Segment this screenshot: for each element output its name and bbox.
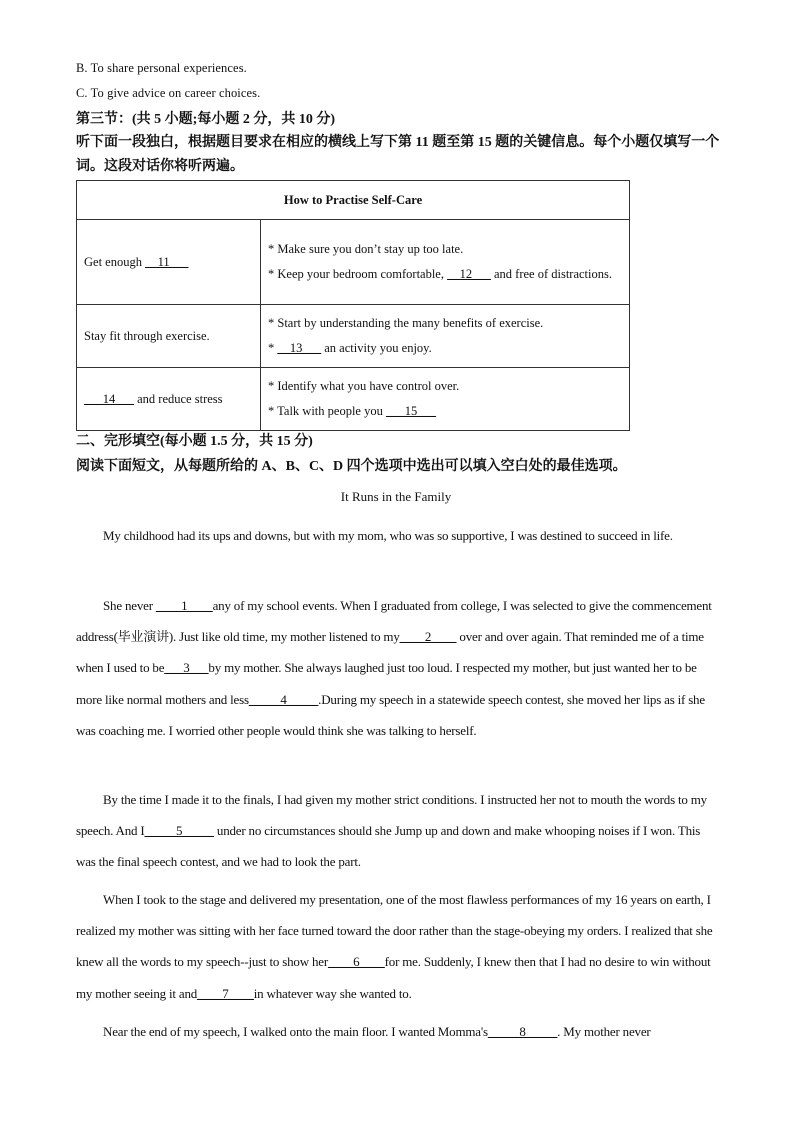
line-text: * Make sure you don’t stay up too late. [268,242,464,256]
blank-15[interactable]: ___15___ [385,404,436,418]
cloze-blank[interactable]: ____1____ [155,598,213,613]
part2-heading: 二、完形填空(每小题 1.5 分，共 15 分) [76,434,313,449]
paragraph-text: .During my speech in a statewide speech contest, she moved her lips as if she was coaching me. I worried other people would think she was talking to herself. [76,691,705,738]
row-3-left [77,368,261,431]
cloze-blank[interactable]: _____4_____ [248,691,319,707]
row-1-right [261,220,630,305]
paragraph-text: Near the end of my speech, I walked onto the main floor. I wanted Momma's [103,1024,488,1039]
paragraph-text: She never [103,598,156,613]
paragraph-text: . My mother never [557,1024,651,1039]
paragraph-text: for me. Suddenly, I knew then that I had no desire to win without my mother seeing it and [76,954,711,1001]
paragraph-text: My childhood had its ups and downs, but with my mom, who was so supportive, I was destined to succeed in life. [103,528,673,543]
paragraph-4 [76,884,718,1009]
paragraph-text: over and over again. That reminded me of a time when I used to be [76,629,704,676]
paragraph-text: by my mother. She always laughed just too loud. I respected my mother, but just wanted her to be more like normal mothers and less [76,660,697,707]
cloze-blank[interactable]: _____8_____ [487,1024,558,1039]
row-3-line-2 [268,399,622,424]
cloze-blank[interactable]: ____6____ [327,954,385,970]
paragraph-text: any of my school events. When I graduated from college, I was selected to give the commencement address(毕业演讲). Just like old time, my mother listened to my [76,598,712,645]
line-text: an activity you enjoy. [321,341,432,355]
line-text: * Start by understanding the many benefits of exercise. [268,316,544,330]
story-title: It Runs in the Family [340,489,452,504]
paragraph-text: By the time I made it to the finals, I had given my mother strict conditions. I instructed her not to mouth the words to my speech. And I [76,792,707,839]
cloze-blank[interactable]: ____7____ [197,985,254,1001]
paragraph-text: When I took to the stage and delivered my presentation, one of the most flawless performances of my 16 years on earth, I realized my mother was sitting with her face turned toward the door rather than the stage-obeying my orders. I realized that she knew all the words to my speech--just to show her [76,892,713,970]
row-2-line-2 [268,336,622,361]
line-text: * [268,341,278,355]
part2-instruction: 阅读下面短文，从每题所给的 A、B、C、D 四个选项中选出可以填入空白处的最佳选项。 [76,459,627,474]
self-care-table [76,180,630,431]
blank-14[interactable]: ___14___ [84,391,134,406]
cloze-blank[interactable]: _____5_____ [144,823,214,839]
table-row [77,220,630,305]
table-row [77,368,630,431]
paragraph-3 [76,784,718,878]
row-1-left [77,220,261,305]
line-text: * Identify what you have control over. [268,379,460,393]
table-row [77,305,630,368]
blank-12[interactable]: __12___ [447,267,491,281]
section3-heading: 第三节：(共 5 小题;每小题 2 分，共 10 分) [76,112,335,127]
section3-instruction: 听下面一段独白，根据题目要求在相应的横线上写下第 11 题至第 15 题的关键信息。每个小题仅填写一个词。这段对话你将听两遍。 [76,135,720,174]
row-1-line-2 [268,262,622,287]
row-3-line-1 [268,374,622,399]
option-c: C. To give advice on career choices. [76,86,261,100]
option-b: B. To share personal experiences. [76,61,247,75]
row-2-line-1 [268,311,622,336]
row-2-right [261,305,630,368]
paragraph-text: under no circumstances should she Jump up and down and make whooping noises if I won. This was the final speech contest, and we had to look the part. [76,823,701,870]
blank-11[interactable]: __11___ [145,254,189,269]
row-2-left-text: Stay fit through exercise. [84,328,210,343]
paragraph-5 [76,1016,718,1047]
table-title: How to Practise Self-Care [77,181,630,220]
row-1-line-1 [268,237,622,262]
row-3-right [261,368,630,431]
paragraph-text: in whatever way she wanted to. [253,985,412,1001]
cloze-blank[interactable]: ___3___ [164,660,209,676]
cloze-blank[interactable]: ____2____ [399,629,457,645]
line-text: * Keep your bedroom comfortable, [268,267,448,281]
line-text: and free of distractions. [490,267,612,281]
line-text: * Talk with people you [268,404,386,418]
row-3-left-text: and reduce stress [134,391,223,406]
blank-13[interactable]: __13___ [277,341,322,355]
row-2-left [77,305,261,368]
paragraph-2 [76,590,718,746]
paragraph-1 [76,520,718,551]
row-1-left-text: Get enough [84,254,146,269]
